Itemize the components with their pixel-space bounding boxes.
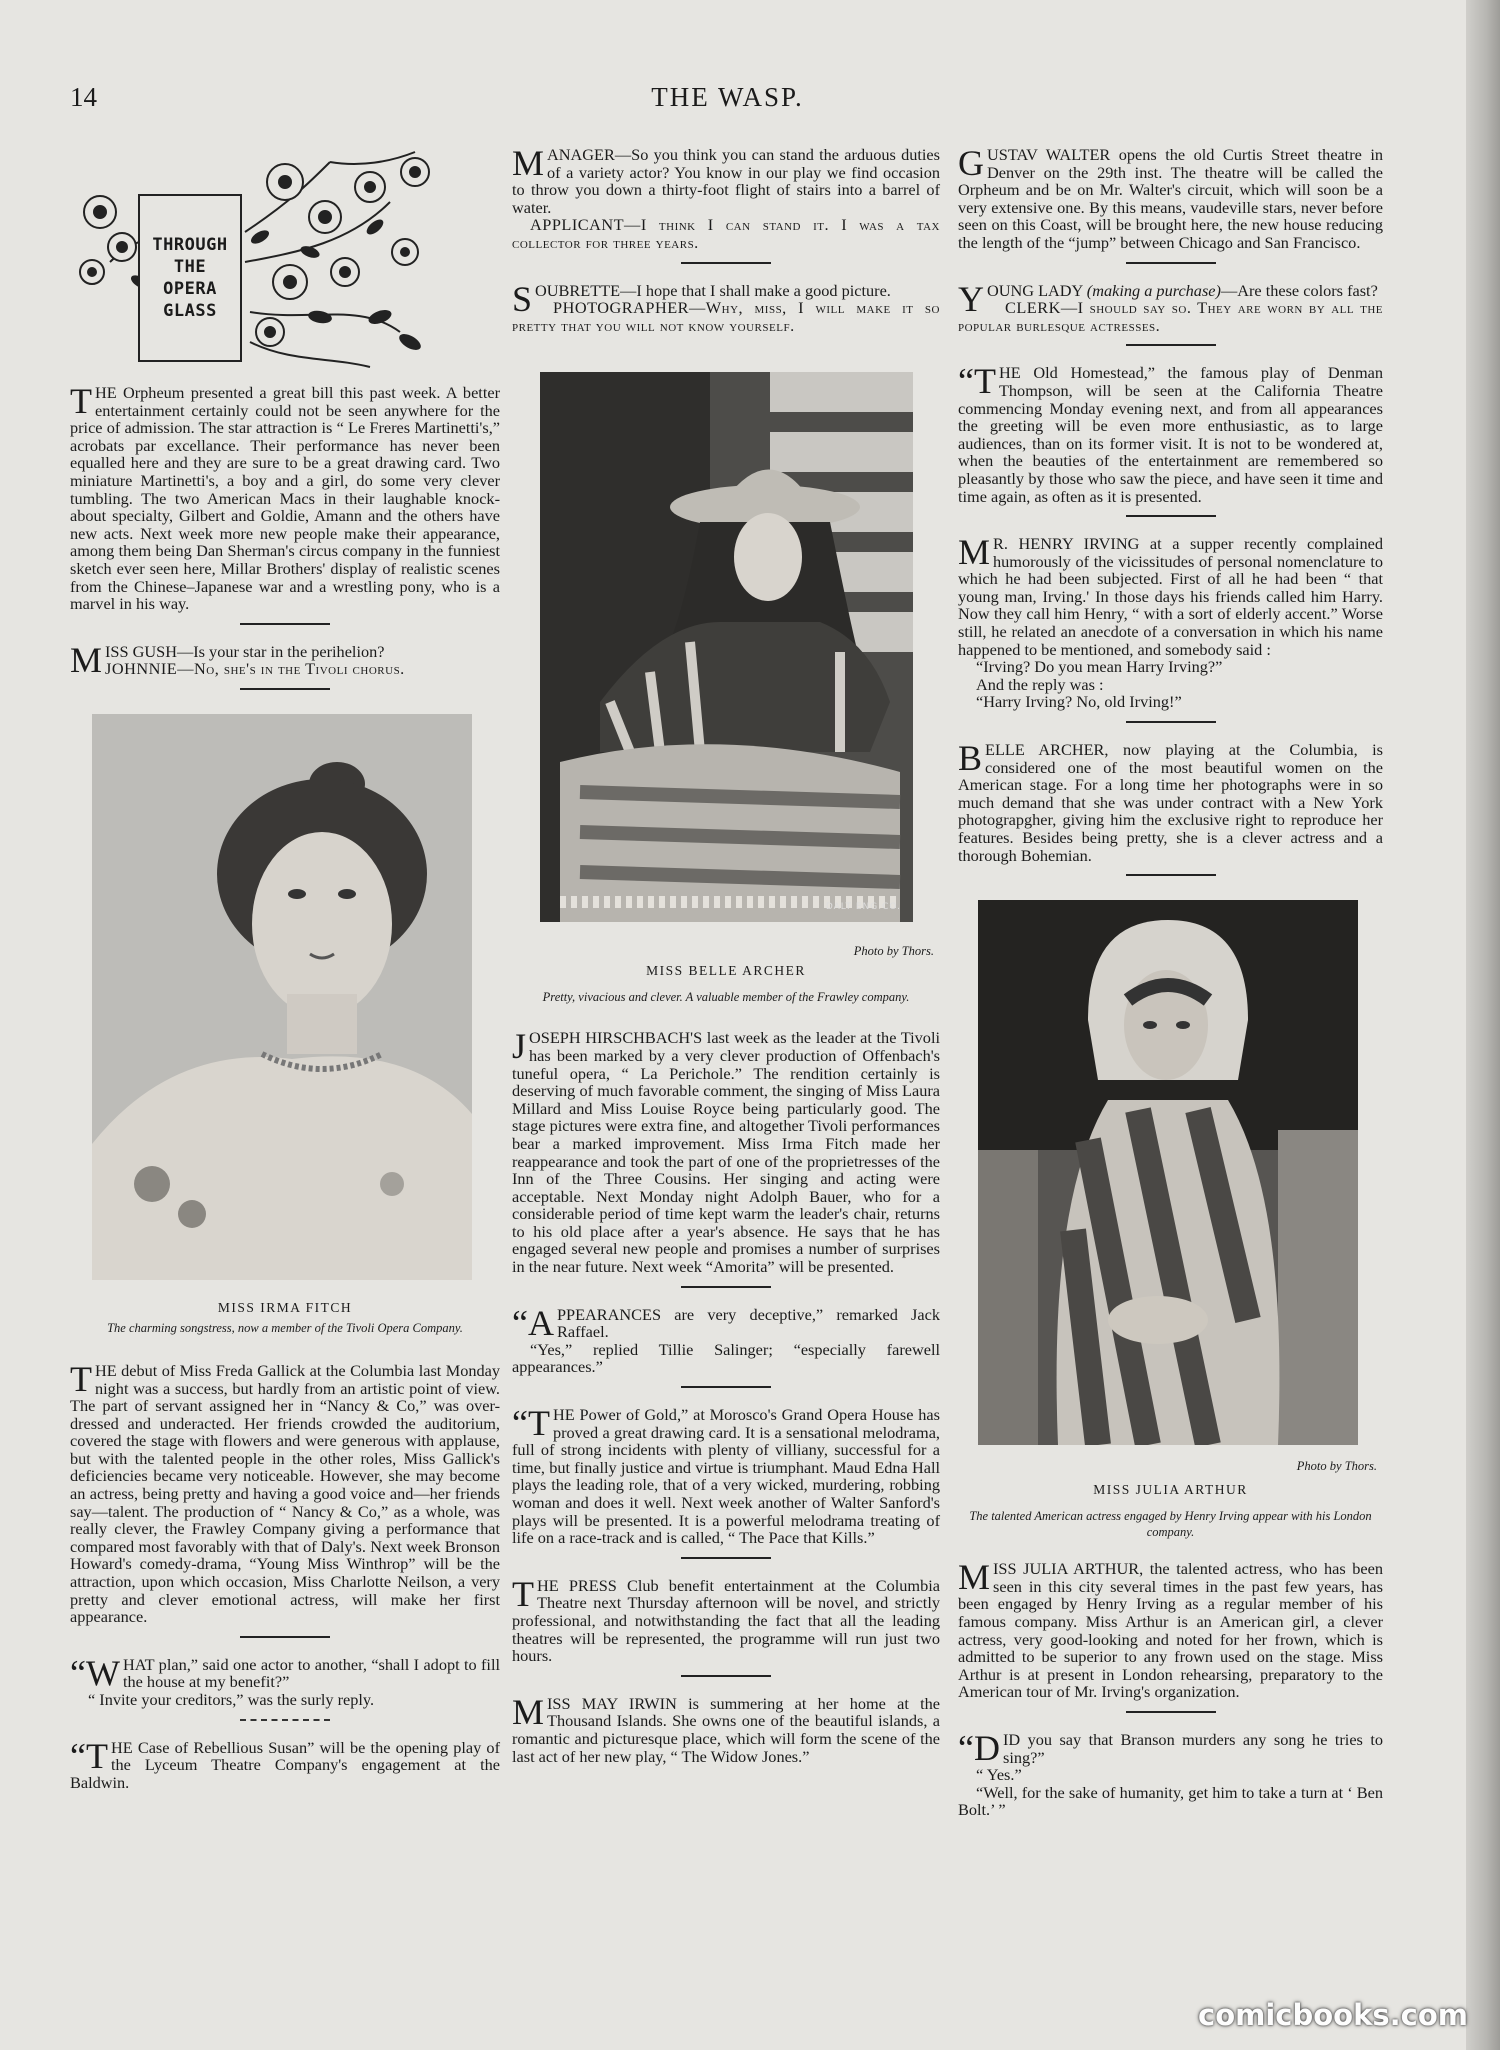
drop-cap: B [958, 738, 983, 779]
article-quote: “Harry Irving? No, old Irving!” [976, 692, 1182, 712]
article-susan [70, 1735, 500, 1792]
article-manager [512, 143, 940, 252]
photo-irma-fitch [92, 714, 472, 1280]
article-belle-archer [958, 738, 1383, 865]
photo-credit: Photo by Thors. [853, 944, 934, 959]
drop-cap: “A [512, 1302, 554, 1343]
article-reply: PHOTOGRAPHER—Why, miss, I will make it so pretty that you will not know yourself. [512, 298, 940, 335]
drop-cap: M [512, 1691, 545, 1732]
article-reply: “ Invite your creditors,” was the surly reply. [88, 1690, 375, 1709]
article-text: HE Old Homestead,” the famous play of Denman Thompson, will be seen at the California Theatre commencing Monday evening next, and from all appearances the greeting will be even more enthusiastic, as to large audiences, than on its former visit. It is not to be wondered at, when the beauties of the entertainment are remembered so pleasantly by those who saw the piece, and have seen it time and time again, as often as it is presented. [958, 363, 1383, 506]
photo-credit: Photo by Thors. [1296, 1459, 1377, 1474]
divider [1126, 1711, 1216, 1713]
divider [1126, 874, 1216, 876]
column-middle [512, 143, 940, 1766]
photo-julia-arthur [978, 900, 1358, 1445]
article-hirschbach [512, 1026, 940, 1277]
article-gustav-walter [958, 143, 1383, 252]
page-spine-shadow [1466, 0, 1500, 2050]
article-young-lady [958, 278, 1383, 335]
drop-cap: M [512, 143, 545, 183]
article-text: HE Case of Rebellious Susan” will be the opening play of the Lyceum Theatre Company's engagement at the Baldwin. [70, 1737, 500, 1792]
divider [681, 1286, 771, 1288]
drop-cap: G [958, 143, 984, 183]
article-text-italic: (making a purchase) [1086, 280, 1221, 300]
drop-cap: “T [70, 1735, 108, 1776]
article-text: OUNG LADY [987, 280, 1083, 300]
drop-cap: S [512, 278, 533, 319]
drop-cap: M [958, 532, 991, 573]
divider [240, 1719, 330, 1721]
article-text: HE Orpheum presented a great bill this past week. A better entertainment certainly could not be seen anywhere for the price of admission. The star attraction is “ Le Freres Martinetti's,” acrobats par excellance. Their performance has never been equalled here and they are sure to be a great drawing card. Two miniature Martinetti's, a boy and a girl, do some very clever tumbling. The two American Macs in their laughable knock-about specialty, Gilbert and Goldie, Amann and the others have new acts. Next week more new people make their appearance, among them being Dan Sherman's circus company in the funniest sketch ever seen here, Millar Brothers' display of realistic scenes from the Chinese–Japanese war and a wrestling pony, who is a marvel in his way. [70, 383, 500, 614]
drop-cap: M [958, 1557, 991, 1598]
article-orpheum [70, 381, 500, 614]
drop-cap: M [70, 639, 103, 680]
article-text: ISS MAY IRWIN is summering at her home at the Thousand Islands. She owns one of the beautiful islands, a romantic and picturesque place, which will form the scene of the last act of her new play, “ The Widow Jones.” [512, 1693, 940, 1766]
divider [240, 688, 330, 690]
divider [240, 623, 330, 625]
article-text: HAT plan,” said one actor to another, “shall I adopt to fill the house at my benefit?” [122, 1654, 500, 1692]
divider [1126, 721, 1216, 723]
divider [1126, 515, 1216, 517]
article-julia-arthur [958, 1557, 1383, 1702]
photo-caption-name: MISS BELLE ARCHER [646, 963, 806, 979]
article-may-irwin [512, 1691, 940, 1766]
article-text: OSEPH HIRSCHBACH'S last week as the leader at the Tivoli has been marked by a very clever production of Offenbach's tuneful opera, “ La Perichole.” The rendition certainly is deserving of much favorable comment, the singing of Miss Laura Millard and Miss Louise Royce being particularly good. The stage pictures were extra fine, and altogether Tivoli performances bear a marked improvement. Miss Irma Fitch made her reappearance and took the part of one of the proprietresses of the Inn of the Three Cousins. Her singing and acting were acceptable. Next Monday night Adolph Bauer, who for a considerable period of time kept warm the leader's chair, returns to his old place after a year's absence. He says that he has engaged several new people and promises a number of surprises in the near future. Next week “Amorita” will be presented. [512, 1028, 940, 1277]
article-text: OUBRETTE—I hope that I shall make a good picture. [535, 280, 891, 300]
divider [681, 1675, 771, 1677]
article-text: HE debut of Miss Freda Gallick at the Columbia last Monday night was a success, but hardly from an artistic point of view. The part of servant assigned her in “Nancy & Co,” was over-dressed and underacted. Her friends crowded the auditorium, covered the stage with flowers and were generous with applause, but with the talented people in the other roles, Miss Gallick's deficiencies became very noticeable. However, she may become an actress, being pretty and having a good voice and—her friends say—talent. The production of “ Nancy & Co,” as a whole, was really clever, the Frawley Company giving a performance that compared most favorably with that of Daly's. Next week Bronson Howard's comedy-drama, “Young Miss Winthrop” will be the attraction, upon which occasion, Miss Charlotte Neilson, a very pretty and clever emotional actress, will make her first appearance. [70, 1360, 500, 1627]
article-text: USTAV WALTER opens the old Curtis Street theatre in Denver on the 29th inst. The theatre will be called the Orpheum and be on Mr. Walter's circuit, which will soon be a very extensive one. By this means, vaudeville stars, never before seen on this Coast, will be brought here, the new house reducing the length of the “jump” between Chicago and San Francisco. [958, 145, 1383, 252]
article-text: HE PRESS Club benefit entertainment at the Columbia Theatre next Thursday afternoon will be novel, and strictly professional, and notwithstanding the fact that all the leading theatres will be represented, the programme will run just two hours. [512, 1575, 940, 1666]
article-reply: CLERK—I should say so. They are worn by all the popular burlesque actresses. [958, 298, 1383, 335]
article-reply: APPLICANT—I think I can stand it. I was a tax collector for three years. [512, 215, 940, 252]
photo-caption-description: The charming songstress, now a member of the Tivoli Opera Company. [107, 1320, 463, 1335]
divider [1126, 344, 1216, 346]
page-header [70, 82, 1385, 122]
article-appearances [512, 1302, 940, 1377]
ornament-line: OPERA [163, 279, 217, 299]
article-branson [958, 1727, 1383, 1820]
article-text: R. HENRY IRVING at a supper recently complained humorously of the vicissitudes of personal nomenclature to which he had been subjected. First of all he had been “ that young man, Irving.' In those days his friends called him Harry. Now they call him Henry, “ with a sort of elderly accent.” Worse still, he related an anecdote of a conversation in which his name happened to be mentioned, and somebody said : [958, 534, 1383, 659]
ornament-line: THE [173, 257, 207, 277]
column-left [70, 142, 500, 1791]
photo-belle-archer [540, 372, 913, 922]
article-press-club [512, 1573, 940, 1666]
article-text: —Are these colors fast? [1220, 280, 1378, 300]
article-soubrette [512, 278, 940, 335]
magazine-title: THE WASP. [651, 82, 804, 112]
page-number: 14 [70, 82, 97, 112]
article-power-of-gold [512, 1403, 940, 1548]
article-reply: JOHNNIE—No, she's in the Tivoli chorus. [105, 659, 405, 679]
article-text: ELLE ARCHER, now playing at the Columbia, is considered one of the most beautiful women on the American stage. For a long time her photographs were in so much demand that she was under contract with a New York photograpgher, giving him the exclusive right to reproduce her features. Besides being pretty, she is a clever actress and a thorough Bohemian. [958, 740, 1383, 865]
drop-cap: T [70, 1358, 92, 1399]
divider [681, 262, 771, 264]
photo-caption-description: Pretty, vivacious and clever. A valuable member of the Frawley company. [542, 990, 910, 1005]
photo-caption-description: The talented American actress engaged by Henry Irving appear with his London company. [969, 1509, 1372, 1540]
ornament-title-box [138, 194, 242, 362]
article-text: ID you say that Branson murders any song he tries to sing?” [1002, 1729, 1383, 1767]
portrait-woman-icon [92, 714, 472, 1280]
article-quote: “Well, for the sake of humanity, get him to take a turn at ‘ Ben Bolt.’ ” [958, 1782, 1383, 1820]
article-gush [70, 639, 500, 680]
article-old-homestead [958, 361, 1383, 506]
drop-cap: T [512, 1573, 534, 1614]
ornament-line: THROUGH [152, 235, 228, 255]
photo-caption-name: MISS IRMA FITCH [217, 1299, 353, 1315]
article-text: PPEARANCES are very deceptive,” remarked Jack Raffael. [556, 1304, 940, 1342]
article-gallick [70, 1358, 500, 1627]
article-henry-irving [958, 532, 1383, 712]
divider [1126, 262, 1216, 264]
opera-glass-ornament [70, 142, 495, 372]
article-plan [70, 1652, 500, 1709]
column-right [958, 143, 1383, 1820]
divider [681, 1386, 771, 1388]
divider [681, 1557, 771, 1559]
floral-ornament-icon [70, 142, 495, 372]
engraver-mark: DALT ENG.CO. [825, 902, 901, 913]
portrait-woman-draped-flag-icon [978, 900, 1358, 1445]
drop-cap: J [512, 1026, 527, 1067]
photo-caption-name: MISS JULIA ARTHUR [1093, 1482, 1248, 1498]
drop-cap: “T [512, 1403, 550, 1444]
site-watermark: comicbooks.com [1198, 1998, 1468, 2032]
drop-cap: Y [958, 278, 984, 319]
drop-cap: “W [70, 1652, 120, 1693]
article-text: HE Power of Gold,” at Morosco's Grand Opera House has proved a great drawing card. It is a sensational melodrama, full of strong incidents with plenty of villiany, successful for a time, but finally justice and virtue is triumphant. Maud Edna Hall plays the leading role, that of a very wicked, murdering, robbing woman and does it well. Next week another of Walter Sanford's plays will be presented. It is a powerful melodrama treating of life on a race-track and is called, “ The Pace that Kills.” [512, 1405, 940, 1548]
article-quote: “ Yes.” [976, 1765, 1022, 1785]
drop-cap: “T [958, 361, 996, 402]
article-quote: “Irving? Do you mean Harry Irving?” [976, 657, 1223, 677]
drop-cap: T [70, 381, 92, 421]
portrait-woman-with-flag-icon [540, 372, 913, 922]
ornament-line: GLASS [163, 301, 217, 321]
article-reply: “Yes,” replied Tillie Salinger; “especially farewell appearances.” [512, 1339, 940, 1377]
drop-cap: “D [958, 1727, 1000, 1768]
article-text: ANAGER—So you think you can stand the arduous duties of a variety actor? You know in our play we find occasion to throw you down a thirty-foot flight of stairs into a barrel of water. [512, 145, 940, 217]
article-quote: And the reply was : [976, 674, 1104, 694]
article-text: ISS JULIA ARTHUR, the talented actress, who has been seen in this city several times in the past few years, has been engaged by Henry Irving as a regular member of his famous company. Miss Arthur is an American girl, a clever actress, very good-looking and noted for her frown, which is admitted to be superior to any frown used on the stage. Miss Arthur is at present in London rehearsing, preparatory to the American tour of Mr. Irving's organization. [958, 1559, 1383, 1702]
article-text: ISS GUSH—Is your star in the perihelion? [105, 641, 385, 661]
divider [240, 1636, 330, 1638]
